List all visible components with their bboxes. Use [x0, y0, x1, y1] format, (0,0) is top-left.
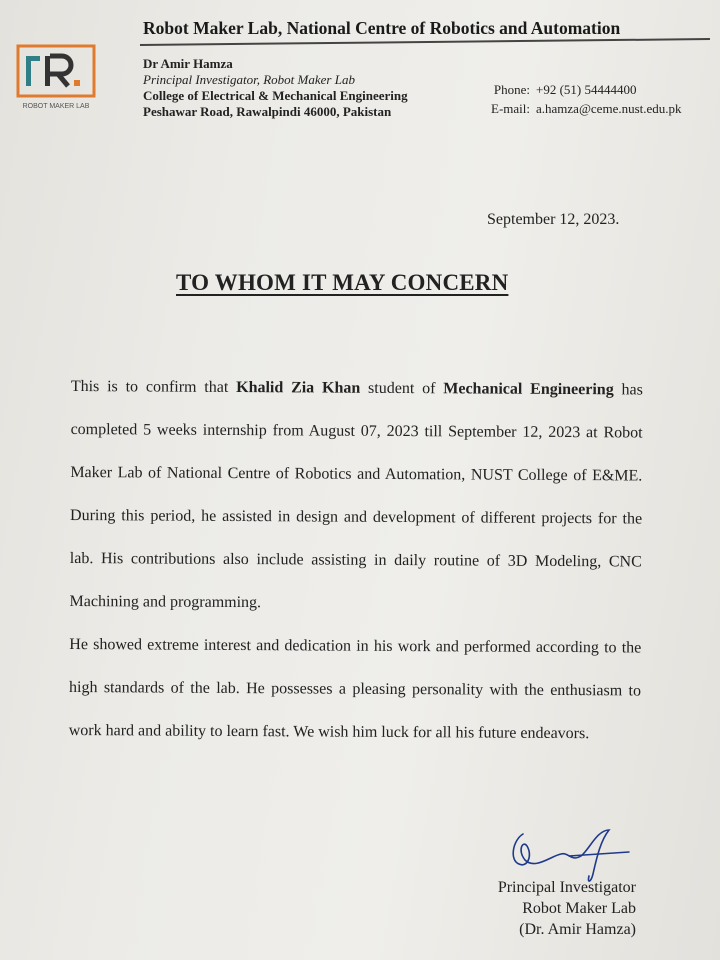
header-divider — [140, 38, 710, 45]
closing-block — [470, 877, 636, 940]
sender-block — [143, 56, 408, 120]
sender-college: College of Electrical & Mechanical Engineering — [143, 88, 408, 103]
closing-title: Principal Investigator — [497, 879, 636, 896]
logo-text: ROBOT MAKER LAB — [22, 103, 90, 110]
contact-block — [474, 80, 682, 118]
sender-role: Principal Investigator, Robot Maker Lab — [143, 72, 355, 87]
closing-name: (Dr. Amir Hamza) — [519, 921, 636, 938]
phone-number: +92 (51) 54444400 — [536, 82, 637, 97]
p1-text-b: student of — [360, 379, 444, 398]
letter-heading: TO WHOM IT MAY CONCERN — [176, 270, 509, 295]
phone-label: Phone: — [493, 82, 530, 97]
sender-name: Dr Amir Hamza — [143, 56, 233, 71]
letter-body — [69, 365, 643, 755]
robot-maker-lab-logo — [14, 44, 98, 112]
paragraph-2: He showed extreme interest and dedication in his work and performed according to the high standards of the lab. He possesses a pleasing personality with the enthusiasm to work hard and ability to learn fast. We wish him luck for all his future endeavors. — [68, 635, 642, 743]
sender-address: Peshawar Road, Rawalpindi 46000, Pakistan — [143, 104, 392, 119]
p1-text-a: This is to confirm that — [70, 377, 237, 397]
org-title: Robot Maker Lab, National Centre of Robotics and Automation — [143, 18, 621, 38]
letter-date: September 12, 2023. — [487, 211, 620, 228]
department-name: Mechanical Engineering — [443, 380, 614, 399]
closing-lab: Robot Maker Lab — [522, 900, 636, 917]
student-name: Khalid Zia Khan — [236, 379, 361, 397]
email-label: E-mail: — [491, 101, 530, 116]
p1-text-c: has completed 5 weeks internship from August 07, 2023 till September 12, 2023 at Robot Maker Lab of National Centre of Robotics and Automation, NUST College of E&ME. During this period, he assisted in design and development of different projects for the lab. His contributions also include assisting in daily routine of 3D Modeling, CNC Machining and programming. — [69, 381, 643, 612]
paragraph-1 — [69, 365, 643, 626]
email-address: a.hamza@ceme.nust.edu.pk — [536, 101, 682, 116]
